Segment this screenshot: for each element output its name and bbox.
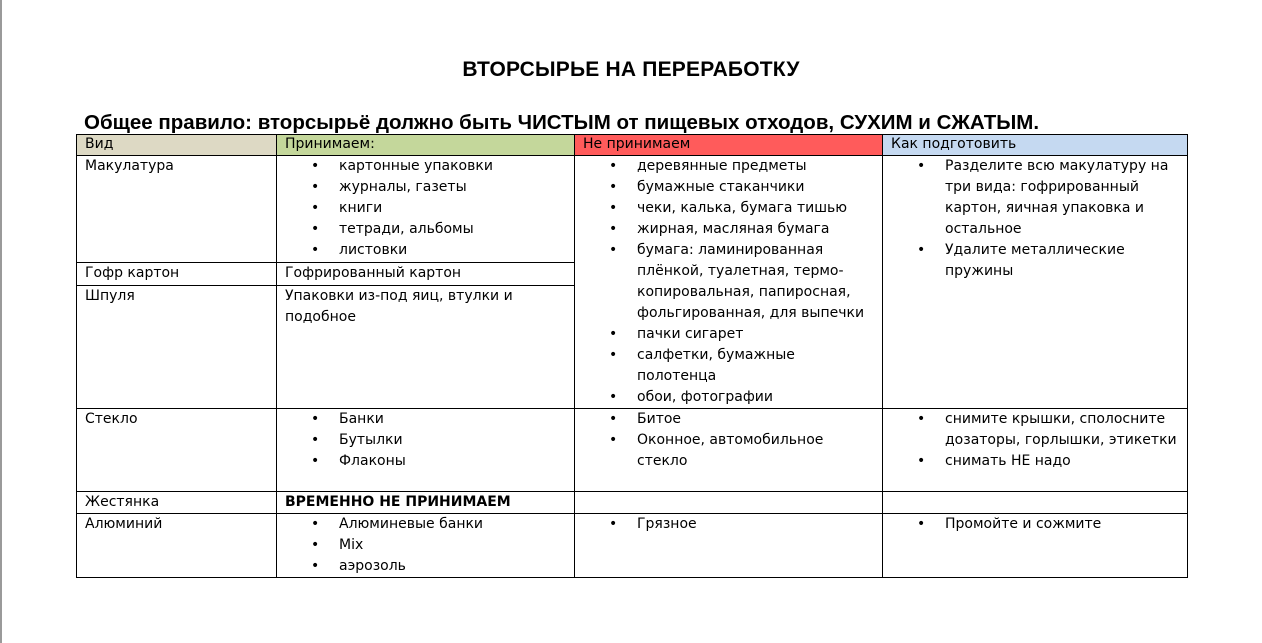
- prepare-list: [891, 514, 1181, 535]
- list-item: • Грязное: [583, 514, 876, 535]
- row-tin: [77, 492, 1188, 514]
- type-cell: Гофр картон: [77, 263, 277, 285]
- list-item: • Битое: [583, 409, 876, 430]
- prepare-cell: [883, 156, 1188, 409]
- type-cell: Стекло: [77, 409, 277, 492]
- reject-list: [583, 156, 876, 408]
- list-item: • Бутылки: [285, 430, 568, 451]
- list-item: • Банки: [285, 409, 568, 430]
- accept-list: [285, 409, 568, 472]
- list-item: • листовки: [285, 240, 568, 261]
- header-prepare: Как подготовить: [883, 135, 1188, 156]
- list-item: • тетради, альбомы: [285, 219, 568, 240]
- row-aluminum: [77, 514, 1188, 578]
- list-item: • пачки сигарет: [583, 324, 876, 345]
- list-item: • снимать НЕ надо: [891, 451, 1181, 472]
- reject-cell: [575, 409, 883, 492]
- list-item: • бумага: ламинированная плёнкой, туалетная, термо-копировальная, папиросная, фольгированная, для выпечки: [583, 240, 876, 324]
- reject-cell: [575, 514, 883, 578]
- reject-list: [583, 514, 876, 535]
- prepare-list: [891, 409, 1181, 472]
- accept-cell: Гофрированный картон: [277, 263, 575, 285]
- prepare-cell: [883, 409, 1188, 492]
- list-item: • жирная, масляная бумага: [583, 219, 876, 240]
- recycling-table: [76, 134, 1188, 578]
- list-item: • деревянные предметы: [583, 156, 876, 177]
- accept-cell: Упаковки из-под яиц, втулки и подобное: [277, 285, 575, 408]
- list-item: • Удалите металлические пружины: [891, 240, 1181, 282]
- page-title: ВТОРСЫРЬЕ НА ПЕРЕРАБОТКУ: [462, 58, 800, 81]
- type-cell: Макулатура: [77, 156, 277, 263]
- list-item: • чеки, калька, бумага тишью: [583, 198, 876, 219]
- list-item: • Оконное, автомобильное стекло: [583, 430, 876, 472]
- list-item: • бумажные стаканчики: [583, 177, 876, 198]
- list-item: • Промойте и сожмите: [891, 514, 1181, 535]
- accept-cell: ВРЕМЕННО НЕ ПРИНИМАЕМ: [277, 492, 575, 514]
- type-cell: Жестянка: [77, 492, 277, 514]
- accept-list: [285, 514, 568, 577]
- reject-cell: [575, 156, 883, 409]
- list-item: • снимите крышки, сполосните дозаторы, горлышки, этикетки: [891, 409, 1181, 451]
- reject-cell: [575, 492, 883, 514]
- list-item: • Разделите всю макулатуру на три вида: гофрированный картон, яичная упаковка и остальное: [891, 156, 1181, 240]
- header-reject: Не принимаем: [575, 135, 883, 156]
- list-item: • Mix: [285, 535, 568, 556]
- list-item: • Алюминевые банки: [285, 514, 568, 535]
- list-item: • книги: [285, 198, 568, 219]
- list-item: • аэрозоль: [285, 556, 568, 577]
- accept-cell: [277, 409, 575, 492]
- general-rule: Общее правило: вторсырьё должно быть ЧИСТЫМ от пищевых отходов, СУХИМ и СЖАТЫМ.: [84, 111, 1040, 134]
- page-left-edge: [0, 0, 2, 643]
- accept-cell: [277, 514, 575, 578]
- header-type: Вид: [77, 135, 277, 156]
- accept-cell: [277, 156, 575, 263]
- row-glass: [77, 409, 1188, 492]
- list-item: • обои, фотографии: [583, 387, 876, 408]
- type-cell: Алюминий: [77, 514, 277, 578]
- type-cell: Шпуля: [77, 285, 277, 408]
- accept-list: [285, 156, 568, 261]
- prepare-cell: [883, 514, 1188, 578]
- header-accept: Принимаем:: [277, 135, 575, 156]
- list-item: • Флаконы: [285, 451, 568, 472]
- table-header-row: [77, 135, 1188, 156]
- prepare-list: [891, 156, 1181, 282]
- row-paper: [77, 156, 1188, 263]
- reject-list: [583, 409, 876, 472]
- prepare-cell: [883, 492, 1188, 514]
- list-item: • журналы, газеты: [285, 177, 568, 198]
- list-item: • салфетки, бумажные полотенца: [583, 345, 876, 387]
- list-item: • картонные упаковки: [285, 156, 568, 177]
